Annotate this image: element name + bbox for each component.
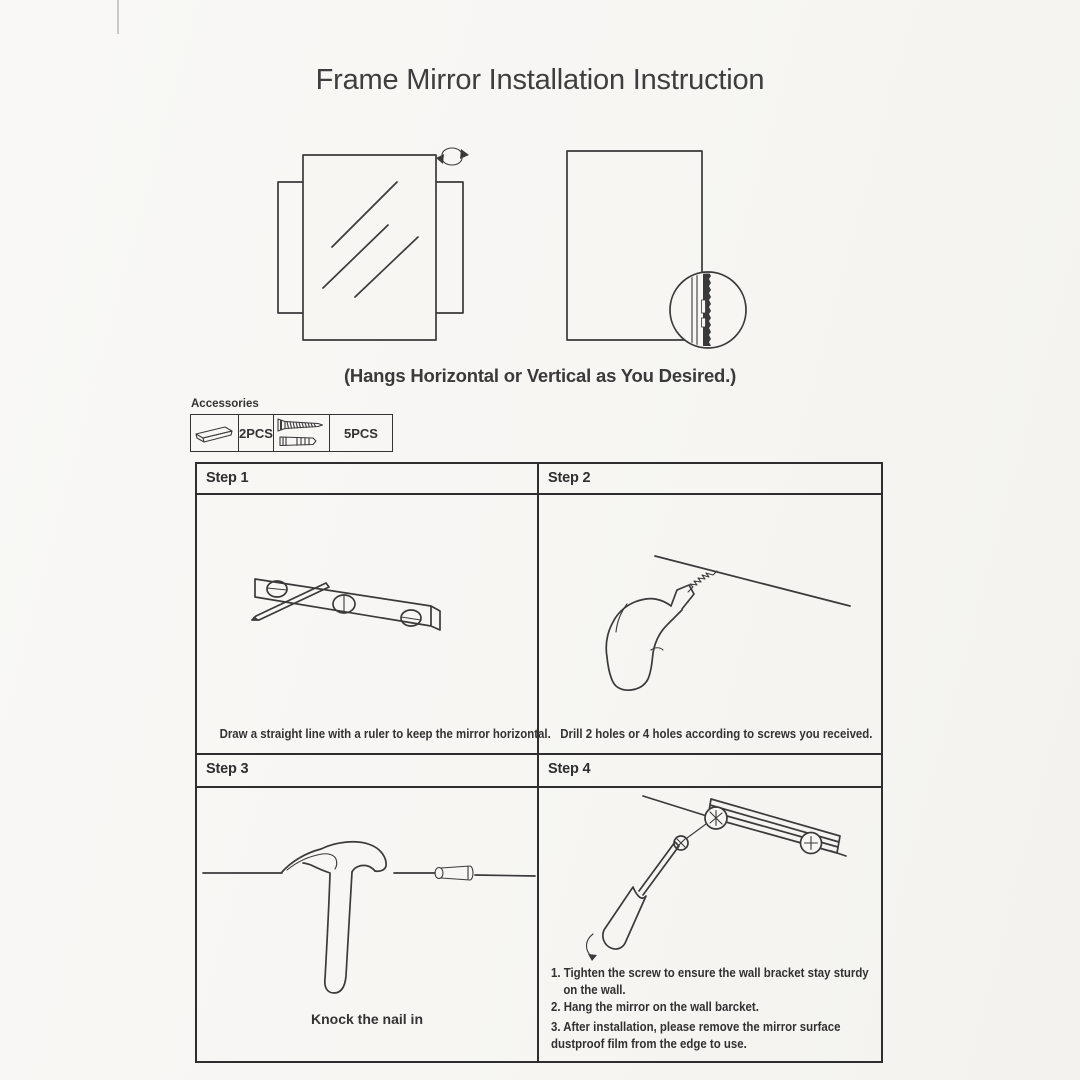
screw-anchor-icon (274, 415, 330, 451)
instruction-line: on the wall. (563, 982, 626, 997)
rotation-icon (436, 148, 469, 165)
step2-cell (539, 495, 881, 755)
step3-header: Step 3 (197, 755, 539, 788)
spirit-level-illustration (225, 555, 495, 675)
instruction-line: 1. Tighten the screw to ensure the wall bracket stay sturdy (551, 965, 869, 980)
step2-caption: Drill 2 holes or 4 holes according to screws you received. (560, 726, 873, 741)
instruction-line: dustproof film from the edge to use. (551, 1036, 747, 1051)
step4-instructions (551, 964, 881, 1052)
step1-caption: Draw a straight line with a ruler to keep the mirror horizontal. (219, 726, 551, 741)
steps-table (195, 462, 883, 1063)
mirror-orientation-diagram (277, 140, 477, 355)
mirror-edge-diagram (565, 145, 765, 360)
wall-bracket-icon (191, 415, 239, 451)
screw-quantity: 5PCS (344, 425, 378, 441)
step4-cell (539, 788, 881, 1061)
scan-artifact-line (117, 0, 119, 34)
drill-illustration (567, 540, 867, 700)
step3-cell (197, 788, 539, 1061)
page-title: Frame Mirror Installation Instruction (315, 64, 765, 96)
step1-header: Step 1 (197, 464, 539, 495)
accessories-table (190, 414, 393, 452)
wall-anchor-icon (435, 866, 473, 880)
screwdriver-illustration (547, 790, 877, 965)
step4-header: Step 4 (539, 755, 881, 788)
bracket-quantity: 2PCS (239, 415, 274, 451)
hammer-illustration (201, 836, 537, 1011)
orientation-note: (Hangs Horizontal or Vertical as You Desired.) (343, 365, 737, 386)
mirror-edge-illustration (565, 145, 765, 360)
step1-cell (197, 495, 551, 755)
step3-caption: Knock the nail in (310, 1011, 423, 1027)
turn-arrow-icon (586, 934, 593, 957)
mirror-rotate-illustration (277, 140, 477, 355)
instruction-line: 2. Hang the mirror on the wall barcket. (551, 999, 759, 1014)
instruction-line: 3. After installation, please remove the mirror surface (551, 1019, 841, 1034)
accessories-label: Accessories (191, 398, 259, 410)
step2-header: Step 2 (539, 464, 881, 495)
